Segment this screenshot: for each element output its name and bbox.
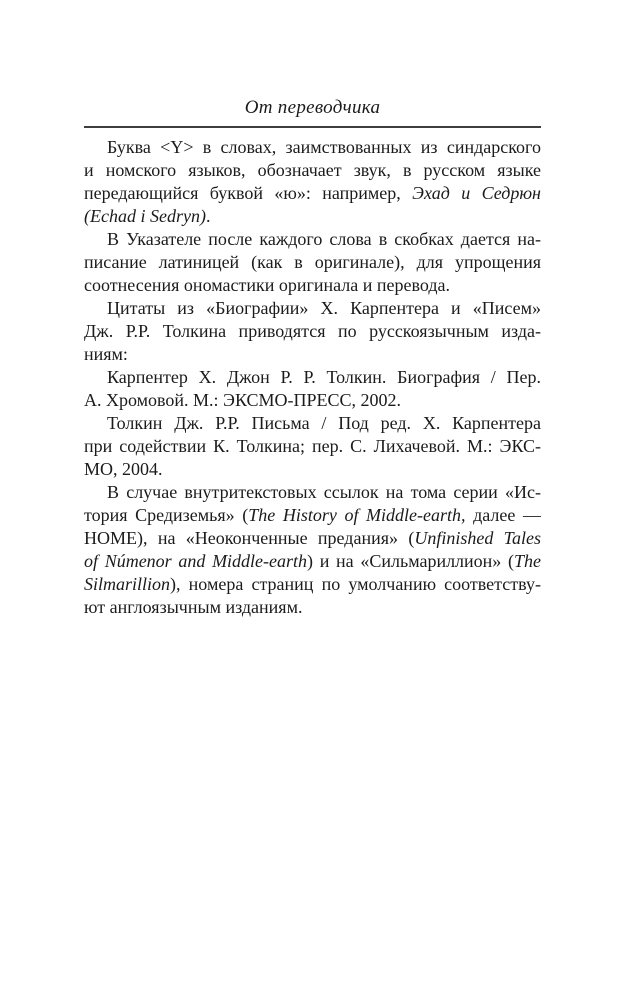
text-line: [84, 596, 541, 619]
text-segment: ), номера страниц по умолчанию соответству-: [170, 574, 541, 594]
text-segment: HOME), на «Неоконченные предания» (: [84, 528, 415, 548]
text-line: [84, 573, 541, 596]
text-segment: Unfinished Tales: [414, 528, 541, 548]
text-segment: Эхад и Седрюн: [412, 183, 541, 203]
text-line: [84, 366, 541, 389]
text-segment: Дж. Р.Р. Толкина приводятся по русскоязычным изда-: [84, 321, 541, 341]
text-segment: ) и на «Сильмариллион» (: [307, 551, 514, 571]
text-segment: .: [205, 206, 211, 226]
text-line: [84, 343, 541, 366]
text-line: [84, 182, 541, 205]
text-line: [84, 412, 541, 435]
text-segment: Цитаты из «Биографии» Х. Карпентера и «Писем»: [107, 298, 541, 318]
text-line: [84, 159, 541, 182]
text-line: [84, 274, 541, 297]
text-segment: of Númenor and Middle-earth: [84, 551, 308, 571]
text-line: [84, 205, 541, 228]
text-line: [84, 320, 541, 343]
paragraph: [84, 412, 541, 481]
text-line: [84, 228, 541, 251]
text-line: [84, 481, 541, 504]
text-segment: Карпентер Х. Джон Р. Р. Толкин. Биография / Пер.: [107, 367, 541, 387]
text-segment: Толкин Дж. Р.Р. Письма / Под ред. Х. Карпентера: [107, 413, 541, 433]
paragraph: [84, 366, 541, 412]
paragraph: [84, 481, 541, 619]
text-line: [84, 251, 541, 274]
paragraph: [84, 228, 541, 297]
text-line: [84, 389, 541, 412]
text-segment: Silmarillion: [84, 574, 171, 594]
text-segment: при содействии К. Толкина; пер. С. Лихачевой. М.: ЭКС-: [84, 436, 541, 456]
text-line: [84, 136, 541, 159]
text-segment: The History of Middle-earth,: [248, 505, 466, 525]
text-segment: Буква <Y> в словах, заимствованных из синдарского: [107, 137, 541, 157]
text-segment: передающийся буквой «ю»: например,: [84, 183, 413, 203]
text-line: [84, 435, 541, 458]
text-segment: В Указателе после каждого слова в скобках дается на-: [107, 229, 541, 249]
text-line: [84, 550, 541, 573]
text-segment: ют англоязычным изданиям.: [84, 597, 303, 617]
text-line: [84, 504, 541, 527]
running-header: От переводчика: [244, 97, 381, 118]
paragraph: [84, 136, 541, 228]
text-segment: ниям:: [84, 344, 128, 364]
text-segment: тория Средиземья» (: [84, 505, 249, 525]
text-line: [84, 297, 541, 320]
header-rule: [84, 126, 541, 128]
text-segment: писание латиницей (как в оригинале), для упрощения: [84, 252, 541, 272]
text-segment: далее —: [465, 505, 541, 525]
text-block: [84, 136, 541, 619]
text-segment: The: [514, 551, 541, 571]
text-segment: В случае внутритекстовых ссылок на тома серии «Ис-: [107, 482, 541, 502]
text-segment: А. Хромовой. М.: ЭКСМО-ПРЕСС, 2002.: [84, 390, 402, 410]
text-line: [84, 527, 541, 550]
text-segment: (Echad i Sedryn): [84, 206, 206, 226]
paragraph: [84, 297, 541, 366]
text-segment: соотнесения ономастики оригинала и перевода.: [84, 275, 450, 295]
book-page: [84, 96, 541, 619]
text-segment: и номского языков, обозначает звук, в русском языке: [84, 160, 541, 180]
text-segment: МО, 2004.: [84, 459, 163, 479]
text-line: [84, 458, 541, 481]
